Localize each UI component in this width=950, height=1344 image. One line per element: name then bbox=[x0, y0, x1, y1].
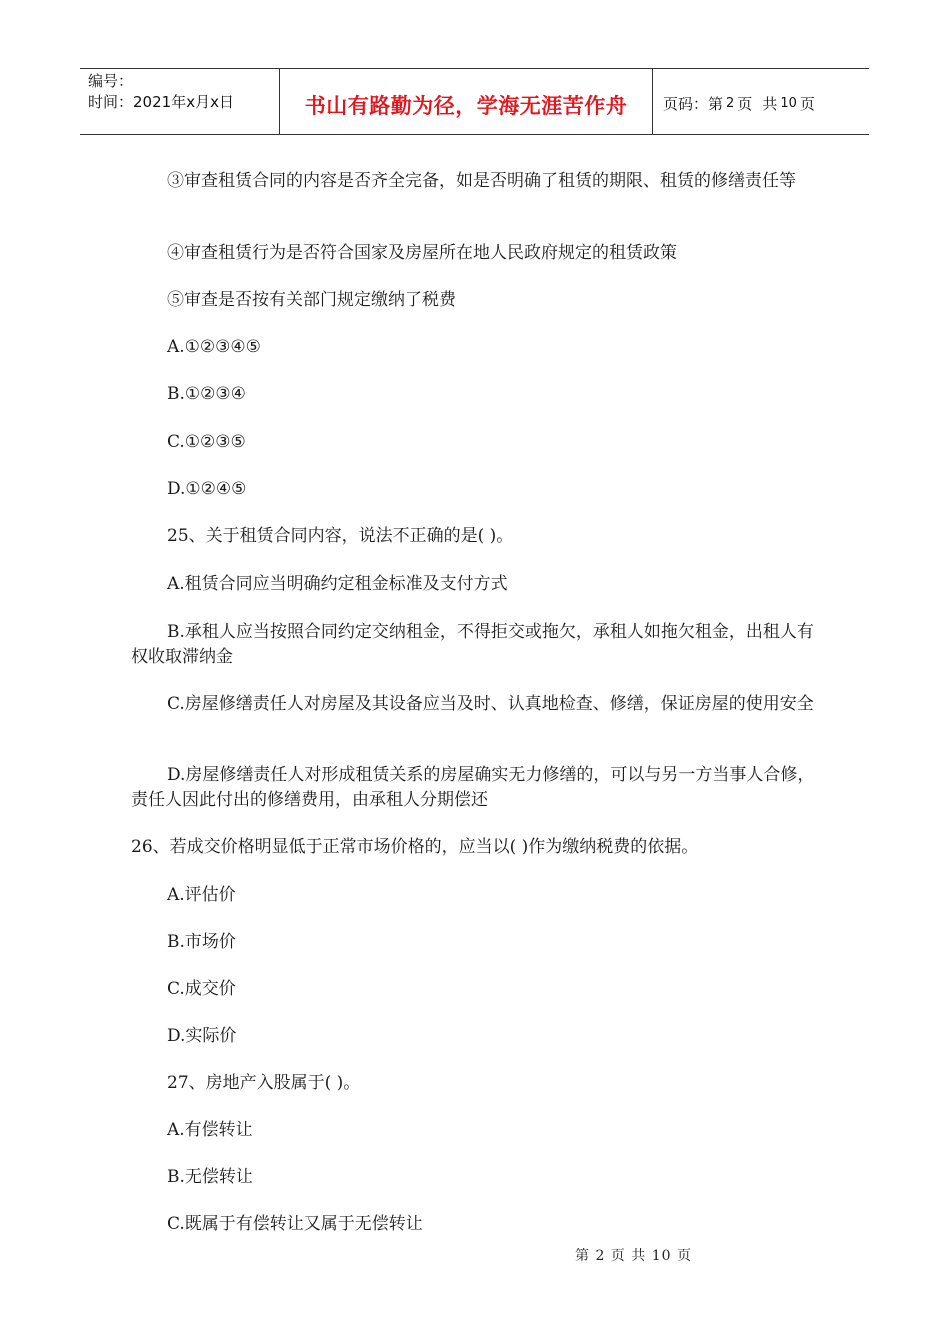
q26-option-d: D.实际价 bbox=[167, 1026, 237, 1046]
q25-option-d: D.房屋修缮责任人对形成租赁关系的房屋确实无力修缮的，可以与另一方当事人合修，责任人因此付出的修缮费用，由承租人分期偿还 bbox=[131, 765, 815, 810]
paragraph-item-5: ⑤审查是否按有关部门规定缴纳了税费 bbox=[167, 290, 456, 310]
date-line bbox=[88, 92, 279, 113]
q26-option-b: B.市场价 bbox=[167, 932, 236, 952]
page-total: 10 bbox=[780, 96, 797, 111]
question-27: 27、房地产入股属于( )。 bbox=[167, 1073, 361, 1093]
q25-option-c: C.房屋修缮责任人对房屋及其设备应当及时、认真地检查、修缮，保证房屋的使用安全 bbox=[167, 694, 814, 714]
option-c: C.①②③⑤ bbox=[167, 432, 246, 452]
option-a: A.①②③④⑤ bbox=[167, 337, 261, 357]
page-mid: 页 bbox=[737, 95, 753, 113]
document-header bbox=[80, 68, 869, 135]
page-footer: 第 2 页 共 10 页 bbox=[575, 1248, 692, 1264]
paragraph-item-3: ③审查租赁合同的内容是否齐全完备，如是否明确了租赁的期限、租赁的修缮责任等 bbox=[167, 171, 796, 191]
q25-option-a: A.租赁合同应当明确约定租金标准及支付方式 bbox=[167, 574, 508, 594]
page-prefix: 页码：第 bbox=[663, 95, 724, 113]
option-b: B.①②③④ bbox=[167, 384, 246, 404]
time-label: 时间： bbox=[88, 93, 134, 111]
header-motto: 书山有路勤为径，学海无涯苦作舟 bbox=[280, 69, 653, 134]
number-label: 编号： bbox=[88, 72, 134, 90]
q27-option-a: A.有偿转让 bbox=[167, 1120, 253, 1140]
paragraph-item-4: ④审查租赁行为是否符合国家及房屋所在地人民政府规定的租赁政策 bbox=[167, 243, 677, 263]
q26-option-c: C.成交价 bbox=[167, 979, 236, 999]
page-suffix: 页 bbox=[799, 95, 815, 113]
option-d: D.①②④⑤ bbox=[167, 479, 247, 499]
header-page-info bbox=[653, 69, 869, 134]
date-value: 2021年x月x日 bbox=[133, 93, 234, 111]
header-meta bbox=[80, 69, 280, 134]
question-26: 26、若成交价格明显低于正常市场价格的，应当以( )作为缴纳税费的依据。 bbox=[131, 837, 699, 857]
question-25: 25、关于租赁合同内容，说法不正确的是( )。 bbox=[167, 526, 514, 546]
page-current: 2 bbox=[726, 96, 735, 111]
q26-option-a: A.评估价 bbox=[167, 885, 236, 905]
page-total-prefix: 共 bbox=[762, 95, 778, 113]
q27-option-b: B.无偿转让 bbox=[167, 1167, 253, 1187]
q25-option-b: B.承租人应当按照合同约定交纳租金，不得拒交或拖欠，承租人如拖欠租金，出租人有权收取滞纳金 bbox=[131, 622, 814, 667]
q27-option-c: C.既属于有偿转让又属于无偿转让 bbox=[167, 1214, 423, 1234]
